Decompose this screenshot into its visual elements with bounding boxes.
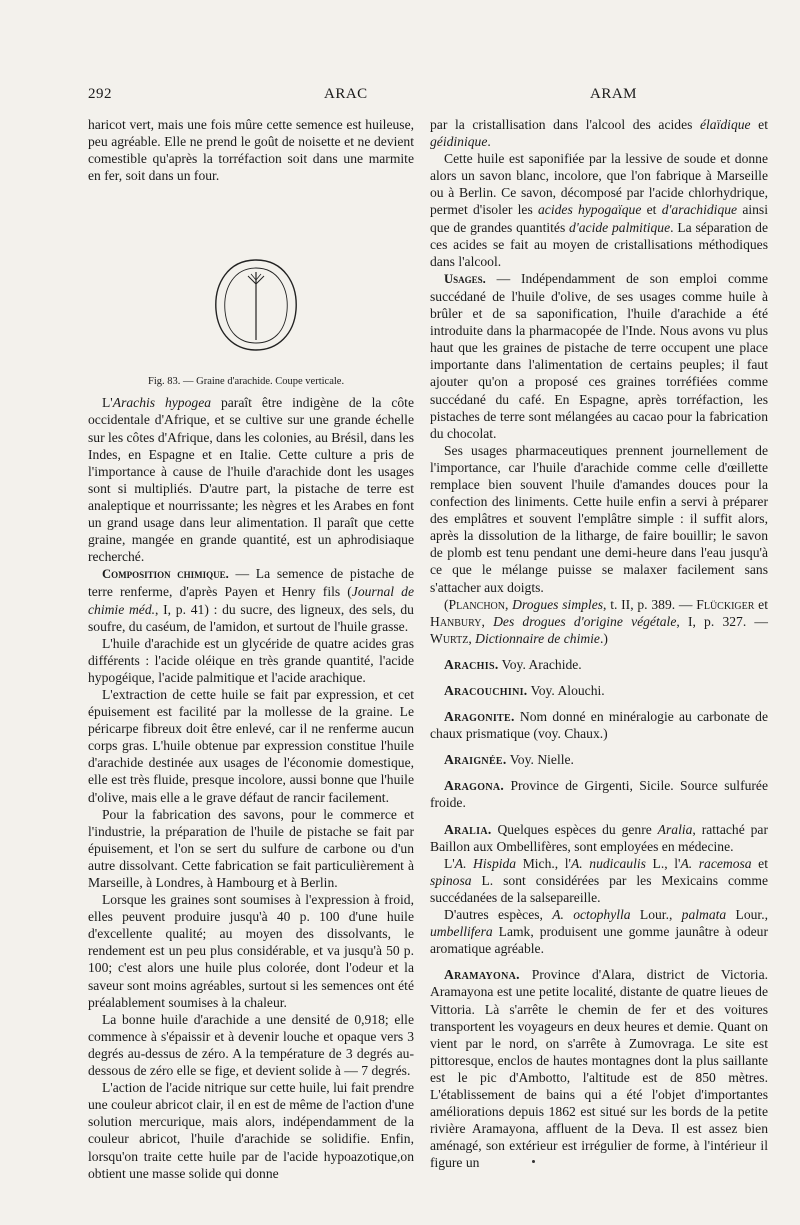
entry-aragona: Aragona. Province de Girgenti, Sicile. Source sulfurée froide. <box>430 778 768 811</box>
headword: Aramayona. <box>444 967 520 983</box>
left-running-title: ARAC <box>324 86 368 102</box>
headword: Araignée. <box>444 752 507 768</box>
headword: Arachis. <box>444 656 499 672</box>
paragraph: Cette huile est saponifiée par la lessive de soude et donne alors un savon blanc, incolore, que l'on fabrique à Marseille ou à Berlin. Ce savon, décomposé par l'acide chlorhydrique, permet d'isoler les acides hypogaïque et d'arachidique ainsi que de grandes quantités d'acide palmitique. La séparation de ces acides se fait au moyen de cristallisations méthodiques dans l'alcool. <box>430 151 769 269</box>
paragraph: L'A. Hispida Mich., l'A. nudicaulis L., l'A. racemosa et spinosa L. sont considérées par les Mexicains comme succédanées de la salsepareille. <box>430 855 768 905</box>
headword: Aragona. <box>444 778 505 794</box>
entry-aracouchini: Aracouchini. Voy. Alouchi. <box>444 683 605 698</box>
paragraph: haricot vert, mais une fois mûre cette semence est huileuse, peu agréable. Elle ne prend le goût de noisette et ne devient comestible qu'après la torréfaction soit dans une marmite en fer, soit dans un four. <box>88 117 414 184</box>
right-column <box>430 116 768 1171</box>
paragraph: Pour la fabrication des savons, pour le commerce et l'industrie, la préparation de l'huile de pistache se fait par épuisement, et l'on se sert du sulfure de carbone ou d'un autre dissolvant. Cette fabrication se fait particulièrement à Marseille, à Londres, à Hambourg et à Berlin. <box>88 806 414 890</box>
page-number: 292 <box>88 86 112 102</box>
paragraph: L'action de l'acide nitrique sur cette huile, lui fait prendre une couleur abricot clair, il en est de même de l'action d'une solution mercurique, mais alors, indépendamment de la couleur abricot, l'huile d'arachide se solidifie. Enfin, lorsqu'on traite cette huile par de l'acide hypoazotique,on obtient une masse solide qui donne <box>88 1080 414 1181</box>
peanut-seed-section-illustration <box>208 254 304 354</box>
figure-83 <box>88 184 414 388</box>
print-speck <box>532 1160 535 1163</box>
running-head <box>88 86 768 108</box>
paragraph: L'extraction de cette huile se fait par expression, et cet épuisement est facilité par la mollesse de la graine. Le péricarpe fibreux doit être enlevé, car il ne renferme aucun corps gras. L'huile obtenue par expression constitue l'huile d'arachide destinée aux usages de l'économie domestique, elle est très fluide, presque incolore, aussi bonne que l'huile d'olive, mais elle a le grave défaut de rancir facilement. <box>88 686 414 805</box>
headword: Aracouchini. <box>444 683 528 698</box>
entry-aragonite: Aragonite. Nom donné en minéralogie au carbonate de chaux prismatique (voy. Chaux.) <box>430 709 768 742</box>
paragraph: par la cristallisation dans l'alcool des acides élaïdique et géidinique. <box>430 117 768 150</box>
entry-aramayona: Aramayona. Province d'Alara, district de Victoria. Aramayona est une petite localité, distante de quatre lieues de Vittoria. Là s'arrête le chemin de fer et des voitures transportent les voyageurs en deux heures et demie. Quant on vient par le nord, on s'arrête à Zumovraga. Le site est pittoresque, enclos de hautes montagnes dont la plus saillante est le pic d'Ambotto, l'altitude est de 850 mètres. L'établissement de bains qui a été l'objet d'importantes améliorations depuis 1862 est situé sur les bords de la petite rivière Aramayona, affluent de la Deva. Il est assez bien aménagé, son extérieur est irrégulier de forme, à l'intérieur il figure un <box>430 967 768 1171</box>
references: (Planchon, Drogues simples, t. II, p. 389. — Flückiger et Hanbury, Des drogues d'origine végétale, I, p. 327. — Wurtz, Dictionnaire de chimie.) <box>430 596 769 646</box>
left-column <box>88 116 414 1182</box>
headword: Aragonite. <box>444 709 515 725</box>
section-heading: Usages. <box>444 271 486 286</box>
paragraph: La bonne huile d'arachide a une densité de 0,918; elle commence à s'épaissir et à devenir louche et opaque vers 3 degrés au-dessus de zéro. A la température de 3 degrés au-dessous de zéro elle se fige, et devient solide à — 7 degrés. <box>88 1011 414 1079</box>
figure-caption: Fig. 83. — Graine d'arachide. Coupe verticale. <box>148 376 345 388</box>
paragraph: Ses usages pharmaceutiques prennent journellement de l'importance, car l'huile d'arachide comme celle d'œillette remplace bien souvent l'huile d'amandes douces pour la confection des liniments. Cette huile enfin a servi à préparer des emplâtres et souvent l'emplâtre simple : il suffit alors, après la dissolution de la litharge, de faire bouillir; le savon de plomb est tenu pendant une demi-heure dans l'eau jusqu'à ce que le mélange puisse se malaxer facilement sans s'attacher aux doigts. <box>430 442 768 595</box>
paragraph: L'Arachis hypogea paraît être indigène de la côte occidentale d'Afrique, et se cultive sur une grande échelle sur les côtes d'Afrique, dans les colonies, au Brésil, dans les Indes, en Espagne et en Italie. Cette culture a pris de l'importance à cause de l'huile d'arachide dont les usages sont si multipliés. D'autre part, la pistache de terre est analeptique et nourrissante; les nègres et les Arabes en font un grand usage dans leur alimentation. Il paraît que cette graine, mangée en grande quantité, est un aphrodisiaque recherché. <box>88 395 414 565</box>
entry-arachis: Arachis. Voy. Arachide. <box>444 656 582 672</box>
paragraph: Usages. — Indépendamment de son emploi comme succédané de l'huile d'olive, de ses usages comme huile à brûler et de sa saponification, l'huile d'arachide a été introduite dans la pharmacopée de l'Inde. Nous avons vu plus haut que les graines de pistache de terre occupent une place importante dans l'alimentation de certains peuples; il faut ajouter qu'on a proposé ces graines torréfiées comme succédané du café. En Espagne, après torréfaction, les pistaches de terre sont mélangées au cacao pour la fabrication du chocolat. <box>430 270 768 441</box>
entry-araignee: Araignée. Voy. Nielle. <box>444 752 574 768</box>
right-running-title: ARAM <box>590 86 638 102</box>
paragraph: D'autres espèces, A. octophylla Lour., palmata Lour., umbellifera Lamk, produisent une gomme jaunâtre à odeur aromatique agréable. <box>430 907 768 957</box>
journal-title: Journal de chimie méd. <box>88 584 414 617</box>
species-name: Arachis hypogea <box>112 395 212 411</box>
paragraph: Lorsque les graines sont soumises à l'expression à froid, elles peuvent produire jusqu'à 40 p. 100 d'une huile d'excellente qualité; au moyen des dissolvants, le rendement est un peu plus considérable, et va jusqu'à 50 p. 100; c'est alors une huile plus colorée, dont l'odeur et la saveur sont moins agréables, surtout si les semences ont été préalablement soumises à la chaleur. <box>88 892 414 1010</box>
paragraph: Composition chimique. — La semence de pistache de terre renferme, d'après Payen et Henry fils (Journal de chimie méd., I, p. 41) : du sucre, des ligneux, des sels, du soufre, du caséum, de l'amidon, et surtout de l'huile grasse. <box>88 566 414 634</box>
section-heading: Composition chimique. <box>102 567 229 582</box>
paragraph: L'huile d'arachide est un glycéride de quatre acides gras différents : l'acide oléique en très grande quantité, l'acide hypogéique, l'acide palmitique et l'acide arachique. <box>88 635 414 685</box>
headword: Aralia. <box>444 821 492 837</box>
entry-aralia: Aralia. Quelques espèces du genre Aralia, rattaché par Baillon aux Ombellifères, sont employées en médecine. <box>430 821 768 854</box>
